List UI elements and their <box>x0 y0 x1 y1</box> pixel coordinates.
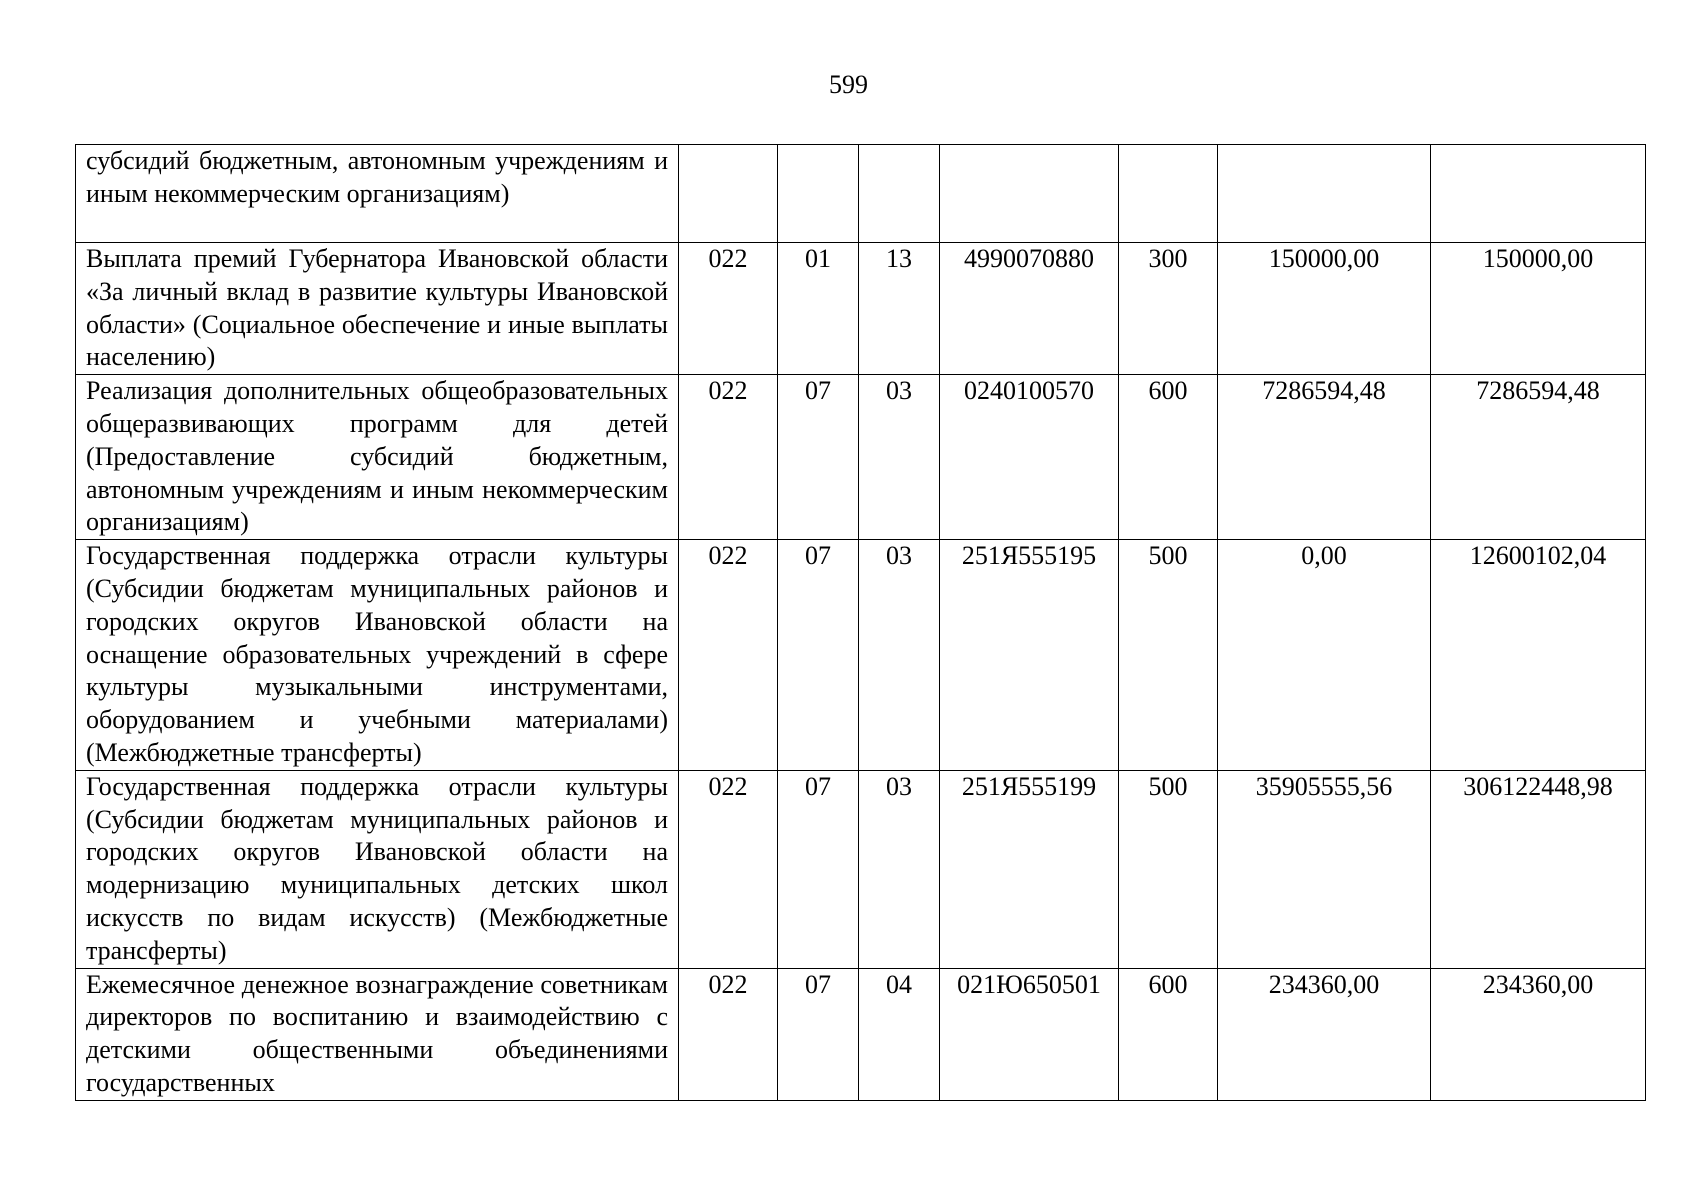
subsection-code: 03 <box>859 540 940 771</box>
target-article-code <box>940 145 1119 243</box>
subsection-code: 03 <box>859 375 940 540</box>
target-article-code: 0240100570 <box>940 375 1119 540</box>
target-article-code: 251Я555199 <box>940 770 1119 968</box>
section-code: 07 <box>778 375 859 540</box>
section-code: 01 <box>778 243 859 375</box>
subsection-code: 13 <box>859 243 940 375</box>
section-code <box>778 145 859 243</box>
row-description: Реализация дополнительных общеобразовательных общеразвивающих программ для детей (Предоставление субсидий бюджетным, автономным учреждениям и иным некоммерческим организациям) <box>76 375 679 540</box>
ministry-code: 022 <box>679 540 778 771</box>
amount-second-year: 7286594,48 <box>1431 375 1646 540</box>
row-description: Государственная поддержка отрасли культуры (Субсидии бюджетам муниципальных районов и городских округов Ивановской области на модернизацию муниципальных детских школ искусств по видам искусств) (Межбюджетные трансферты) <box>76 770 679 968</box>
subsection-code: 03 <box>859 770 940 968</box>
amount-second-year: 306122448,98 <box>1431 770 1646 968</box>
budget-table <box>75 144 1646 1101</box>
amount-first-year: 35905555,56 <box>1218 770 1431 968</box>
page-number: 599 <box>829 70 868 99</box>
section-code: 07 <box>778 770 859 968</box>
table-row <box>76 968 1646 1100</box>
ministry-code: 022 <box>679 243 778 375</box>
expense-type-code: 600 <box>1119 375 1218 540</box>
amount-second-year <box>1431 145 1646 243</box>
amount-second-year: 12600102,04 <box>1431 540 1646 771</box>
amount-second-year: 234360,00 <box>1431 968 1646 1100</box>
amount-first-year: 234360,00 <box>1218 968 1431 1100</box>
row-description: Государственная поддержка отрасли культуры (Субсидии бюджетам муниципальных районов и городских округов Ивановской области на оснащение образовательных учреждений в сфере культуры музыкальными инструментами, оборудованием и учебными материалами) (Межбюджетные трансферты) <box>76 540 679 771</box>
table-row <box>76 770 1646 968</box>
subsection-code: 04 <box>859 968 940 1100</box>
amount-first-year <box>1218 145 1431 243</box>
table-row <box>76 540 1646 771</box>
expense-type-code: 300 <box>1119 243 1218 375</box>
amount-first-year: 7286594,48 <box>1218 375 1431 540</box>
table-row <box>76 243 1646 375</box>
row-description: Ежемесячное денежное вознаграждение советникам директоров по воспитанию и взаимодействию с детскими общественными объединениями государственных <box>76 968 679 1100</box>
table-row <box>76 375 1646 540</box>
ministry-code: 022 <box>679 375 778 540</box>
amount-first-year: 150000,00 <box>1218 243 1431 375</box>
expense-type-code: 600 <box>1119 968 1218 1100</box>
ministry-code: 022 <box>679 968 778 1100</box>
ministry-code <box>679 145 778 243</box>
section-code: 07 <box>778 968 859 1100</box>
row-description: субсидий бюджетным, автономным учреждениям и иным некоммерческим организациям) <box>76 145 679 243</box>
expense-type-code: 500 <box>1119 540 1218 771</box>
expense-type-code <box>1119 145 1218 243</box>
amount-second-year: 150000,00 <box>1431 243 1646 375</box>
table-row <box>76 145 1646 243</box>
target-article-code: 4990070880 <box>940 243 1119 375</box>
target-article-code: 251Я555195 <box>940 540 1119 771</box>
target-article-code: 021Ю650501 <box>940 968 1119 1100</box>
section-code: 07 <box>778 540 859 771</box>
subsection-code <box>859 145 940 243</box>
expense-type-code: 500 <box>1119 770 1218 968</box>
ministry-code: 022 <box>679 770 778 968</box>
amount-first-year: 0,00 <box>1218 540 1431 771</box>
row-description: Выплата премий Губернатора Ивановской области «За личный вклад в развитие культуры Ивановской области» (Социальное обеспечение и иные выплаты населению) <box>76 243 679 375</box>
